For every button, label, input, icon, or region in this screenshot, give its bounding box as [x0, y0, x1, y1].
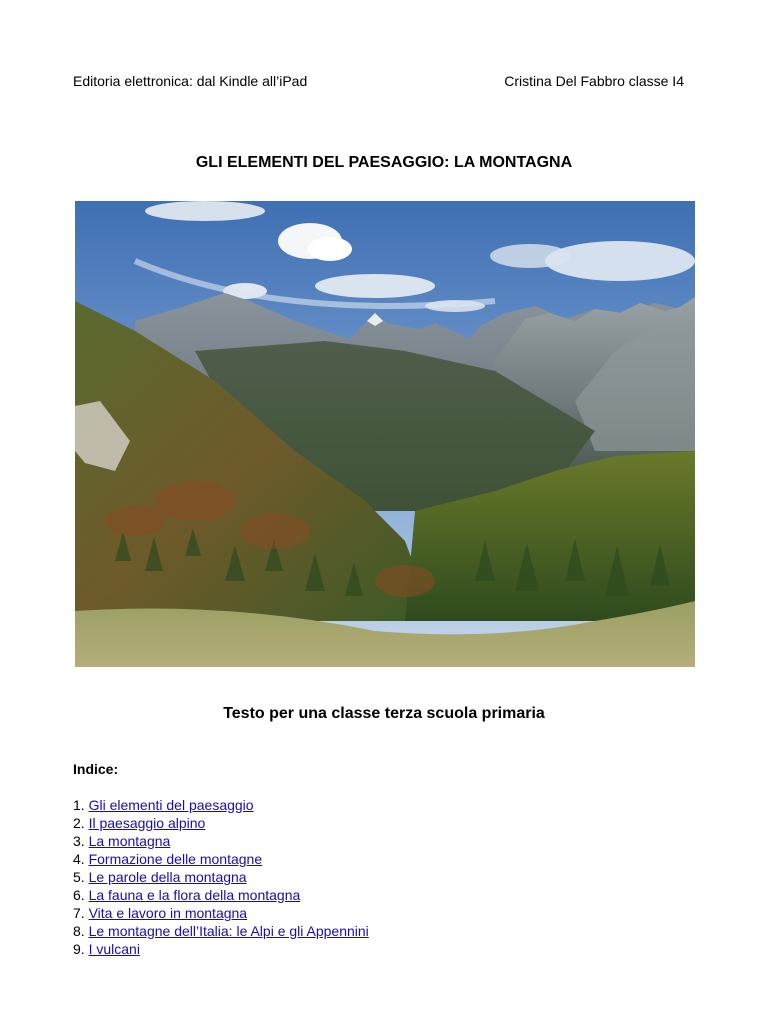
toc-link[interactable]: Le parole della montagna	[88, 869, 247, 885]
toc-item-number: 2.	[73, 815, 85, 831]
toc-item	[73, 940, 369, 958]
header-right-text: Cristina Del Fabbro classe I4	[504, 73, 684, 89]
toc-link[interactable]: Gli elementi del paesaggio	[88, 797, 254, 813]
table-of-contents	[73, 796, 369, 958]
toc-item	[73, 796, 369, 814]
toc-item-number: 7.	[73, 905, 85, 921]
toc-item	[73, 832, 369, 850]
toc-item-number: 4.	[73, 851, 85, 867]
toc-item	[73, 922, 369, 940]
document-subtitle: Testo per una classe terza scuola primaria	[223, 705, 545, 722]
toc-item-number: 3.	[73, 833, 85, 849]
mountain-landscape-photo	[75, 201, 695, 667]
header-left-text: Editoria elettronica: dal Kindle all’iPad	[73, 73, 308, 89]
toc-link[interactable]: Il paesaggio alpino	[88, 815, 206, 831]
toc-item-number: 9.	[73, 941, 85, 957]
toc-item	[73, 850, 369, 868]
toc-link[interactable]: I vulcani	[88, 941, 140, 957]
toc-item	[73, 868, 369, 886]
toc-item	[73, 886, 369, 904]
toc-link[interactable]: Formazione delle montagne	[88, 851, 263, 867]
toc-link[interactable]: Vita e lavoro in montagna	[88, 905, 248, 921]
toc-item-number: 8.	[73, 923, 85, 939]
document-title: GLI ELEMENTI DEL PAESAGGIO: LA MONTAGNA	[195, 154, 573, 171]
toc-item	[73, 904, 369, 922]
toc-link[interactable]: La fauna e la flora della montagna	[88, 887, 301, 903]
toc-item-number: 1.	[73, 797, 85, 813]
toc-link[interactable]: Le montagne dell’Italia: le Alpi e gli Appennini	[88, 923, 369, 939]
toc-link[interactable]: La montagna	[88, 833, 171, 849]
toc-item-number: 5.	[73, 869, 85, 885]
index-heading: Indice:	[73, 761, 119, 777]
toc-item-number: 6.	[73, 887, 85, 903]
toc-item	[73, 814, 369, 832]
